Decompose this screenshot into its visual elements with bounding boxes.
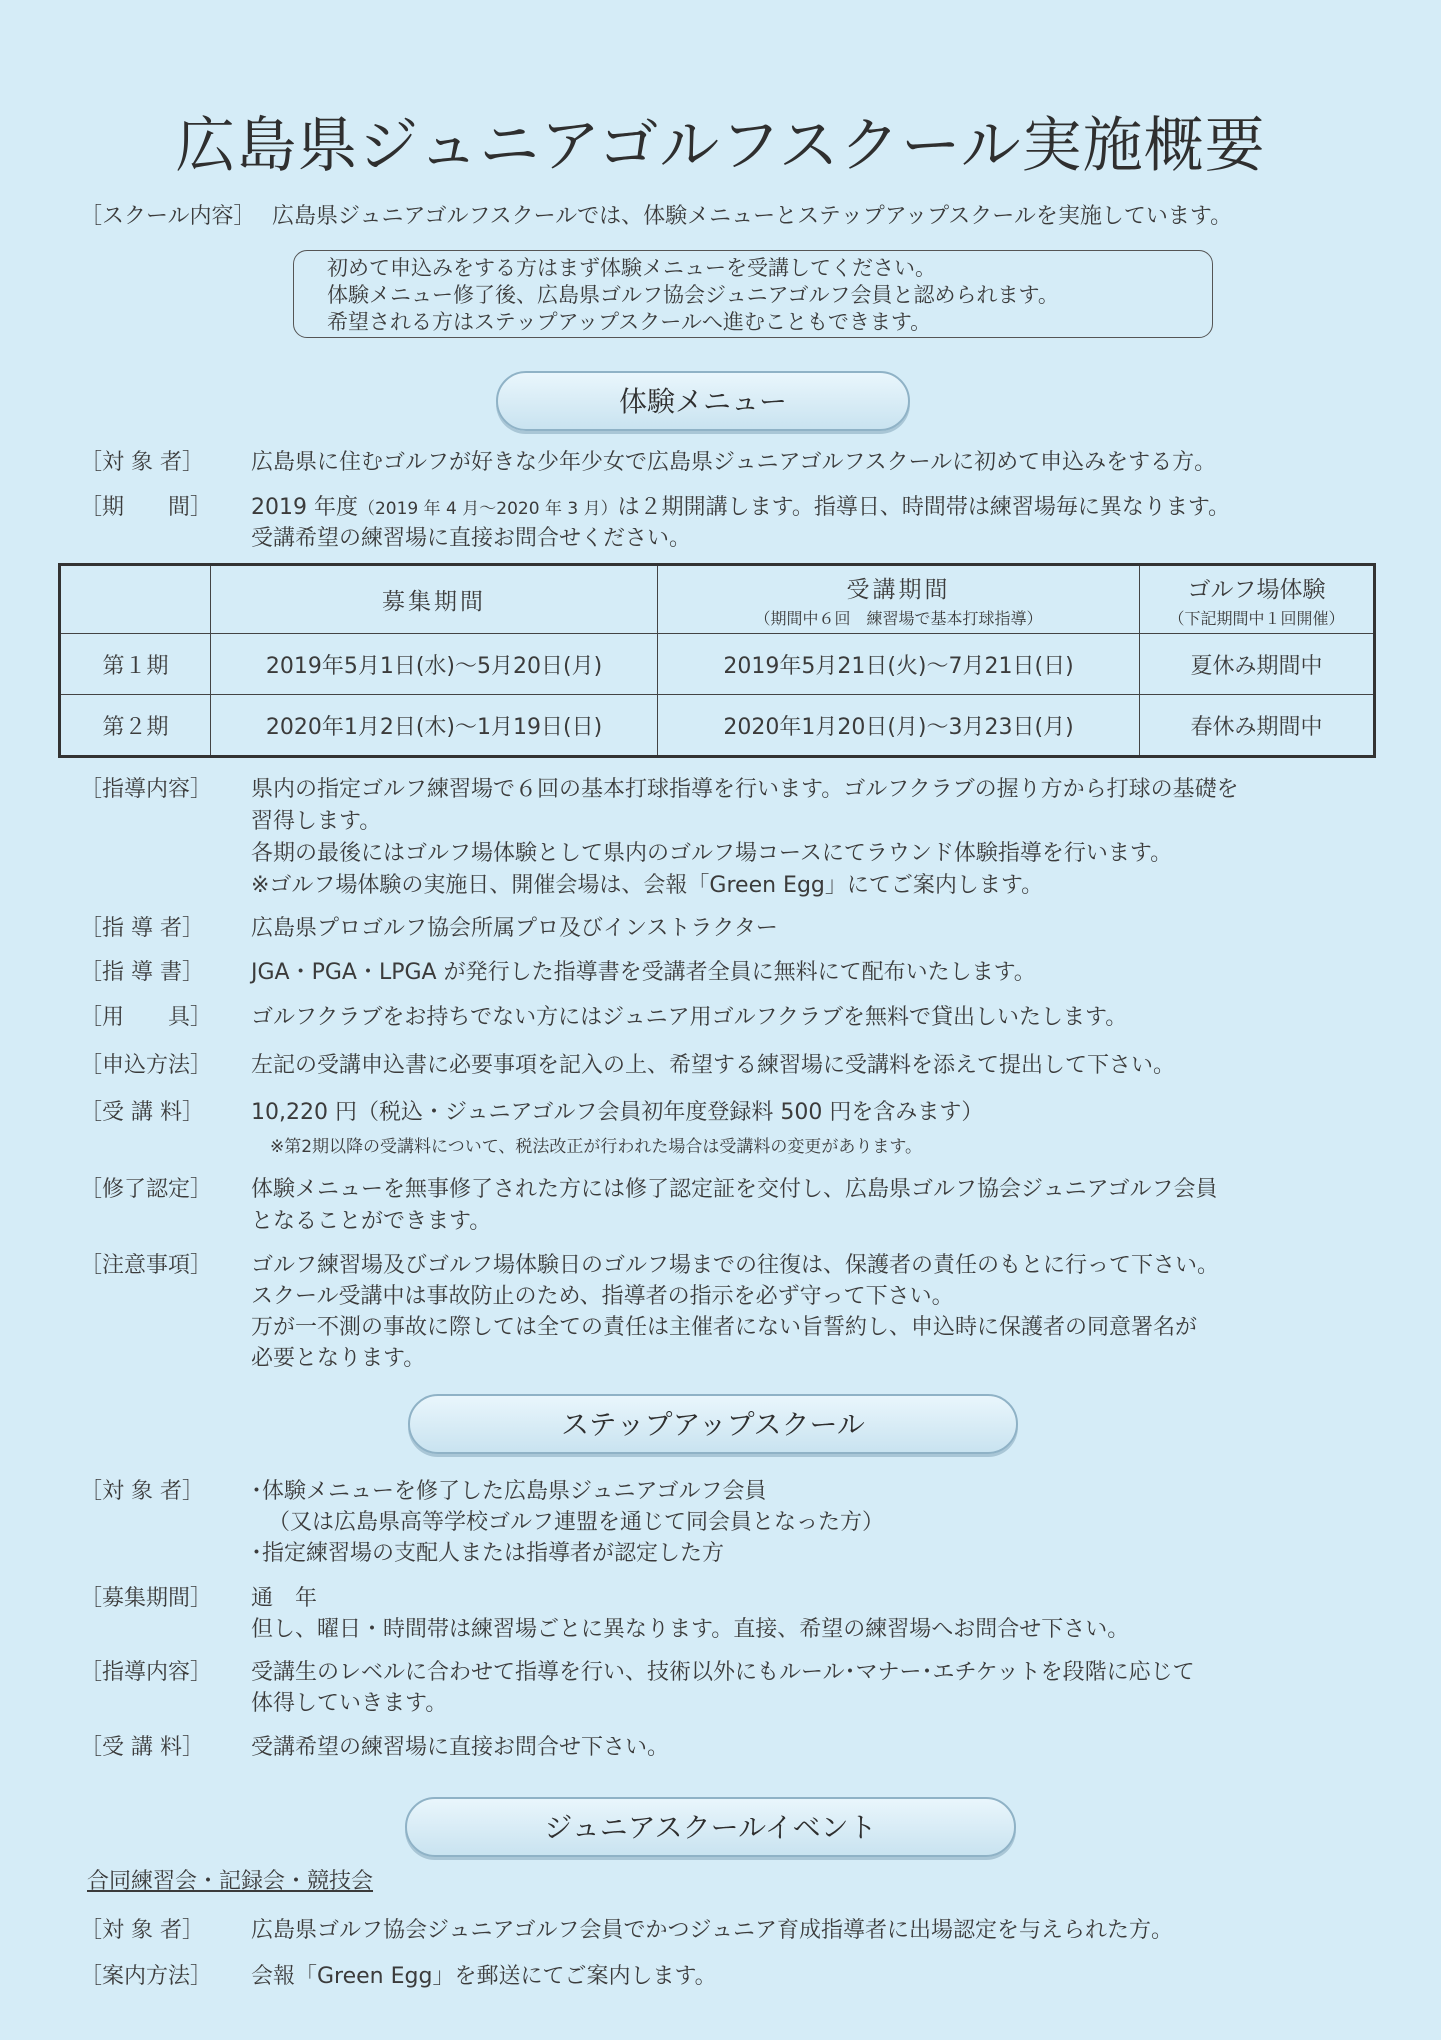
section-heading-trial: 体験メニュー	[496, 371, 910, 431]
header-empty	[60, 565, 211, 634]
trial-apply-label: ［申込方法］	[80, 1053, 213, 1078]
event-target-text: 広島県ゴルフ協会ジュニアゴルフ会員でかつジュニア育成指導者に出場認定を与えられた方。	[251, 1918, 1174, 1943]
trial-complete-line: 体験メニューを無事修了された方には修了認定証を交付し、広島県ゴルフ協会ジュニアゴルフ会員	[251, 1177, 1218, 1202]
trial-apply-text: 左記の受講申込書に必要事項を記入の上、希望する練習場に受講料を添えて提出して下さい。	[251, 1053, 1176, 1078]
trial-instructor-text: 広島県プロゴルフ協会所属プロ及びインストラクター	[251, 916, 778, 941]
intro-line: 初めて申込みをする方はまず体験メニューを受講してください。	[327, 256, 936, 280]
stepup-guidance-line: 受講生のレベルに合わせて指導を行い、技術以外にもルール･マナー･エチケットを段階に応じて	[251, 1660, 1195, 1685]
trial-fee-text: 10,220 円（税込・ジュニアゴルフ会員初年度登録料 500 円を含みます）	[251, 1100, 984, 1125]
stepup-guidance-line: 体得していきます。	[251, 1691, 448, 1716]
stepup-recruit-label: ［募集期間］	[80, 1586, 213, 1611]
table-row	[60, 695, 1375, 757]
header-course: 受講期間 （期間中６回 練習場で基本打球指導）	[658, 565, 1140, 634]
trial-caution-line: 万が一不測の事故に際しては全ての責任は主催者にない旨誓約し、申込時に保護者の同意署名が	[251, 1315, 1198, 1340]
trial-complete-label: ［修了認定］	[80, 1177, 213, 1202]
trial-fee-label: ［受 講 料］	[80, 1100, 204, 1125]
trial-period-label: ［期 間］	[80, 495, 213, 520]
intro-line: 体験メニュー修了後、広島県ゴルフ協会ジュニアゴルフ会員と認められます。	[327, 283, 1059, 307]
term-cell: 第２期	[60, 695, 211, 757]
trial-caution-label: ［注意事項］	[80, 1253, 213, 1278]
trial-caution-line: ゴルフ練習場及びゴルフ場体験日のゴルフ場までの往復は、保護者の責任のもとに行って下さい。	[251, 1253, 1220, 1278]
trial-book-text: JGA・PGA・LPGA が発行した指導書を受講者全員に無料にて配布いたします。	[251, 960, 1036, 985]
page-title: 広島県ジュニアゴルフスクール実施概要	[175, 111, 1266, 181]
stepup-target-line: （又は広島県高等学校ゴルフ連盟を通じて同会員となった方）	[268, 1510, 885, 1535]
golf-cell: 夏休み期間中	[1140, 634, 1375, 695]
stepup-target-label: ［対 象 者］	[80, 1479, 204, 1504]
trial-period-text: 2019 年度（2019 年 4 月～2020 年 3 月）は２期開講します。指導日、時間帯は練習場毎に異なります。	[251, 495, 1231, 520]
trial-equip-text: ゴルフクラブをお持ちでない方にはジュニア用ゴルフクラブを無料で貸出しいたします。	[251, 1005, 1128, 1030]
intro-line: 希望される方はステップアップスクールへ進むこともできます。	[327, 310, 932, 334]
stepup-guidance-label: ［指導内容］	[80, 1660, 213, 1685]
trial-fee-note: ※第2期以降の受講料について、税法改正が行われた場合は受講料の変更があります。	[270, 1137, 923, 1157]
section-heading-stepup: ステップアップスクール	[408, 1394, 1018, 1454]
trial-guidance-line: 習得します。	[251, 809, 382, 834]
stepup-fee-text: 受講希望の練習場に直接お問合せ下さい。	[251, 1735, 670, 1760]
trial-guidance-line: 県内の指定ゴルフ練習場で６回の基本打球指導を行います。ゴルフクラブの握り方から打球の基礎を	[251, 777, 1239, 802]
trial-period-text-2: 受講希望の練習場に直接お問合せください。	[251, 526, 692, 551]
header-recruit: 募集期間	[211, 565, 658, 634]
golf-cell: 春休み期間中	[1140, 695, 1375, 757]
trial-caution-line: スクール受講中は事故防止のため、指導者の指示を必ず守って下さい。	[251, 1284, 954, 1309]
school-label: ［スクール内容］	[80, 204, 256, 229]
trial-guidance-line: 各期の最後にはゴルフ場体験として県内のゴルフ場コースにてラウンド体験指導を行います。	[251, 841, 1173, 866]
event-target-label: ［対 象 者］	[80, 1918, 204, 1943]
event-notify-label: ［案内方法］	[80, 1964, 213, 1989]
header-golf: ゴルフ場体験 （下記期間中１回開催）	[1140, 565, 1375, 634]
trial-target-label: ［対 象 者］	[80, 450, 204, 475]
event-notify-text: 会報「Green Egg」を郵送にてご案内します。	[251, 1964, 717, 1989]
intro-box	[293, 250, 1213, 338]
trial-guidance-line: ※ゴルフ場体験の実施日、開催会場は、会報「Green Egg」にてご案内します。	[251, 873, 1044, 898]
recruit-cell: 2020年1月2日(木)～1月19日(日)	[211, 695, 658, 757]
schedule-table	[58, 563, 1376, 758]
trial-book-label: ［指 導 書］	[80, 960, 204, 985]
trial-guidance-label: ［指導内容］	[80, 777, 213, 802]
table-header-row	[60, 565, 1375, 634]
trial-complete-line: となることができます。	[251, 1209, 492, 1234]
section-heading-event: ジュニアスクールイベント	[405, 1797, 1016, 1857]
trial-target-text: 広島県に住むゴルフが好きな少年少女で広島県ジュニアゴルフスクールに初めて申込みをする方。	[251, 450, 1217, 475]
stepup-recruit-line: 通 年	[251, 1586, 318, 1611]
recruit-cell: 2019年5月1日(水)～5月20日(月)	[211, 634, 658, 695]
stepup-fee-label: ［受 講 料］	[80, 1735, 204, 1760]
trial-caution-line: 必要となります。	[251, 1346, 426, 1371]
trial-equip-label: ［用 具］	[80, 1005, 213, 1030]
term-cell: 第１期	[60, 634, 211, 695]
trial-instructor-label: ［指 導 者］	[80, 916, 204, 941]
event-subheading: 合同練習会・記録会・競技会	[87, 1869, 374, 1894]
course-cell: 2019年5月21日(火)～7月21日(日)	[658, 634, 1140, 695]
stepup-recruit-line: 但し、曜日・時間帯は練習場ごとに異なります。直接、希望の練習場へお問合せ下さい。	[251, 1617, 1130, 1642]
course-cell: 2020年1月20日(月)～3月23日(月)	[658, 695, 1140, 757]
school-text: 広島県ジュニアゴルフスクールでは、体験メニューとステップアップスクールを実施しています。	[272, 204, 1233, 229]
stepup-target-line: ･指定練習場の支配人または指導者が認定した方	[251, 1541, 725, 1566]
table-row	[60, 634, 1375, 695]
stepup-target-line: ･体験メニューを修了した広島県ジュニアゴルフ会員	[251, 1479, 767, 1504]
